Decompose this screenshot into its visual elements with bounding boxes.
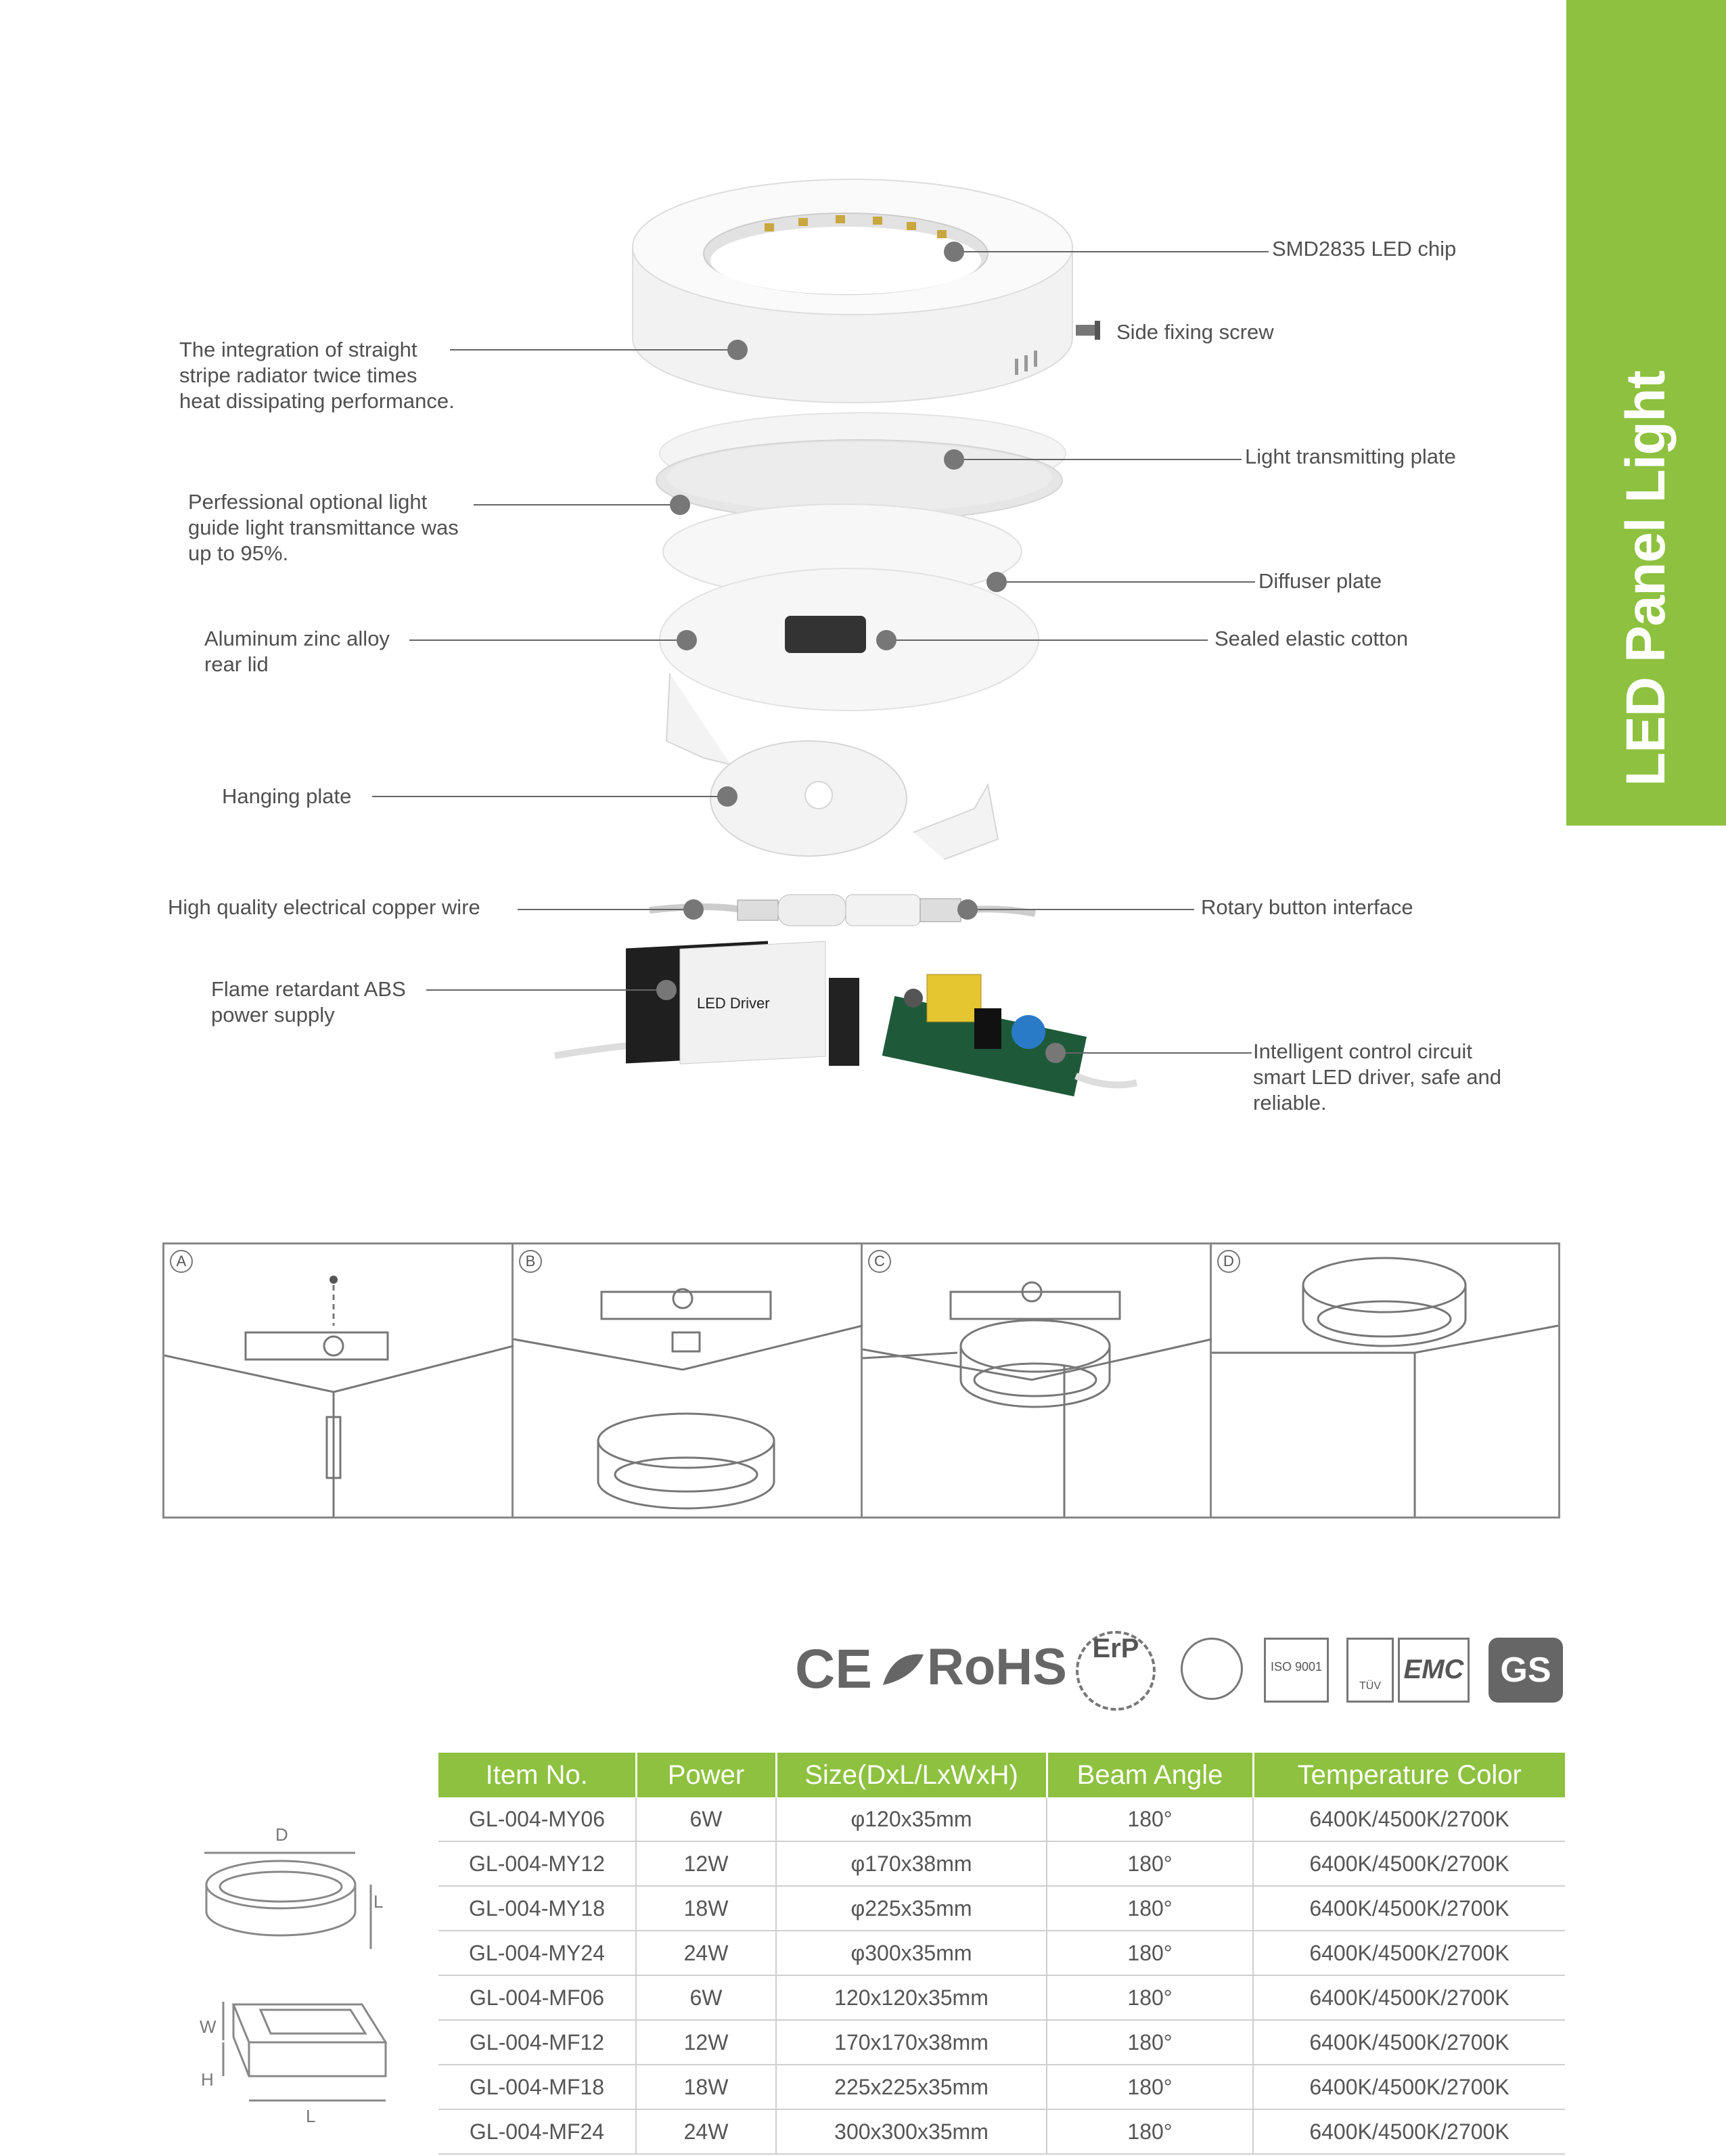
table-row bbox=[438, 1797, 1565, 1841]
cell-item-no: GL-004-MY18 bbox=[438, 1886, 636, 1931]
cell-power: 24W bbox=[636, 1931, 776, 1975]
header-power: Power bbox=[636, 1753, 776, 1797]
callout-hanging-plate: Hanging plate bbox=[222, 784, 352, 808]
cell-item-no: GL-004-MF12 bbox=[438, 2020, 636, 2065]
step-d bbox=[1212, 1244, 1558, 1517]
cell-size: φ225x35mm bbox=[776, 1886, 1047, 1931]
dim-label-h: H bbox=[201, 2069, 214, 2090]
dim-label-w: W bbox=[200, 2017, 217, 2037]
ce-icon: CE bbox=[795, 1638, 872, 1700]
callout-side-screw: Side fixing screw bbox=[1116, 320, 1274, 344]
header-size: Size(DxL/LxWxH) bbox=[776, 1753, 1047, 1797]
cell-beam-angle: 180° bbox=[1047, 2020, 1253, 2065]
cell-beam-angle: 180° bbox=[1047, 1841, 1253, 1886]
step-a bbox=[164, 1244, 514, 1517]
gs-icon: GS bbox=[1489, 1638, 1563, 1703]
table-row bbox=[438, 2109, 1565, 2154]
emc-icon: EMC bbox=[1398, 1638, 1470, 1703]
housing-ring bbox=[633, 179, 1072, 403]
iso-icon: ISO 9001 bbox=[1264, 1638, 1329, 1703]
spec-table bbox=[438, 1753, 1565, 2155]
erp-icon: ErP bbox=[1076, 1631, 1156, 1711]
dimension-drawings bbox=[196, 1827, 399, 2132]
cell-size: 300x300x35mm bbox=[776, 2109, 1047, 2154]
cell-beam-angle: 180° bbox=[1047, 2109, 1253, 2154]
rohs-icon: RoHS bbox=[927, 1638, 1067, 1696]
cell-power: 12W bbox=[636, 1841, 776, 1886]
callout-copper-wire: High quality electrical copper wire bbox=[168, 895, 480, 919]
cell-item-no: GL-004-MF24 bbox=[438, 2109, 636, 2154]
step-a-illustration bbox=[164, 1244, 514, 1517]
cell-temperature-color: 6400K/4500K/2700K bbox=[1253, 1886, 1565, 1931]
step-d-illustration bbox=[1212, 1244, 1558, 1517]
power-supply bbox=[555, 941, 859, 1066]
table-header-row bbox=[438, 1753, 1565, 1797]
installation-steps bbox=[162, 1242, 1560, 1519]
step-c-illustration bbox=[863, 1244, 1212, 1517]
cell-item-no: GL-004-MY24 bbox=[438, 1931, 636, 1975]
cell-temperature-color: 6400K/4500K/2700K bbox=[1253, 1797, 1565, 1841]
cell-beam-angle: 180° bbox=[1047, 1886, 1253, 1931]
cell-temperature-color: 6400K/4500K/2700K bbox=[1253, 1931, 1565, 1975]
cell-beam-angle: 180° bbox=[1047, 1975, 1253, 2020]
header-item-no: Item No. bbox=[438, 1753, 636, 1797]
callout-control-circuit: Intelligent control circuit smart LED driver, safe and reliable. bbox=[1253, 1039, 1501, 1115]
callout-light-plate: Light transmitting plate bbox=[1245, 445, 1456, 468]
cell-power: 6W bbox=[636, 1797, 776, 1841]
circuit-board bbox=[882, 974, 1137, 1096]
cell-power: 18W bbox=[636, 1886, 776, 1931]
callout-sealed-cotton: Sealed elastic cotton bbox=[1214, 627, 1409, 650]
table-row bbox=[438, 1931, 1565, 1975]
cell-beam-angle: 180° bbox=[1047, 2065, 1253, 2109]
cell-power: 12W bbox=[636, 2020, 776, 2065]
callout-radiator: The integration of straight stripe radiator twice times heat dissipating performance. bbox=[179, 338, 455, 413]
step-badge: C bbox=[868, 1250, 891, 1273]
table-row bbox=[438, 1975, 1565, 2020]
dim-label-sl: L bbox=[306, 2106, 316, 2126]
cell-temperature-color: 6400K/4500K/2700K bbox=[1253, 2109, 1565, 2154]
table-row bbox=[438, 2020, 1565, 2065]
cell-item-no: GL-004-MY06 bbox=[438, 1797, 636, 1841]
cell-temperature-color: 6400K/4500K/2700K bbox=[1253, 2065, 1565, 2109]
callout-led-chip: SMD2835 LED chip bbox=[1272, 237, 1457, 261]
cell-temperature-color: 6400K/4500K/2700K bbox=[1253, 1841, 1565, 1886]
callout-light-guide: Perfessional optional light guide light transmittance was up to 95%. bbox=[188, 490, 459, 565]
cell-temperature-color: 6400K/4500K/2700K bbox=[1253, 2020, 1565, 2065]
cell-item-no: GL-004-MY12 bbox=[438, 1841, 636, 1886]
step-b-illustration bbox=[514, 1244, 863, 1517]
table-row bbox=[438, 1886, 1565, 1931]
page-title: LED Panel Light bbox=[1615, 371, 1677, 786]
step-badge: A bbox=[170, 1250, 193, 1273]
cell-size: 170x170x38mm bbox=[776, 2020, 1047, 2065]
step-b bbox=[514, 1244, 863, 1517]
header-temperature-color: Temperature Color bbox=[1253, 1753, 1565, 1797]
sealed-cotton bbox=[785, 616, 866, 653]
screw-icon bbox=[1076, 321, 1100, 340]
step-c bbox=[863, 1244, 1212, 1517]
table-row bbox=[438, 1841, 1565, 1886]
cell-item-no: GL-004-MF06 bbox=[438, 1975, 636, 2020]
cell-power: 18W bbox=[636, 2065, 776, 2109]
cell-temperature-color: 6400K/4500K/2700K bbox=[1253, 1975, 1565, 2020]
header-beam-angle: Beam Angle bbox=[1047, 1753, 1253, 1797]
cell-power: 24W bbox=[636, 2109, 776, 2154]
callout-rear-lid: Aluminum zinc alloy rear lid bbox=[204, 627, 390, 676]
step-badge: D bbox=[1217, 1250, 1240, 1273]
step-badge: B bbox=[519, 1250, 542, 1273]
cell-item-no: GL-004-MF18 bbox=[438, 2065, 636, 2109]
cell-beam-angle: 180° bbox=[1047, 1931, 1253, 1975]
cell-size: φ300x35mm bbox=[776, 1931, 1047, 1975]
dim-label-d: D bbox=[275, 1824, 288, 1845]
callout-diffuser: Diffuser plate bbox=[1258, 569, 1382, 593]
cell-size: 120x120x35mm bbox=[776, 1975, 1047, 2020]
callout-abs-supply: Flame retardant ABS power supply bbox=[211, 977, 406, 1027]
dim-label-l: L bbox=[373, 1891, 384, 1912]
cell-beam-angle: 180° bbox=[1047, 1797, 1253, 1841]
seal-icon bbox=[1181, 1638, 1243, 1700]
leaf-icon bbox=[880, 1648, 927, 1688]
driver-label: LED Driver bbox=[697, 995, 770, 1012]
cell-size: φ120x35mm bbox=[776, 1797, 1047, 1841]
cell-power: 6W bbox=[636, 1975, 776, 2020]
cell-size: 225x225x35mm bbox=[776, 2065, 1047, 2109]
cell-size: φ170x38mm bbox=[776, 1841, 1047, 1886]
tuv-icon: TÜV bbox=[1346, 1638, 1394, 1703]
callout-rotary-button: Rotary button interface bbox=[1201, 895, 1413, 919]
table-row bbox=[438, 2065, 1565, 2109]
